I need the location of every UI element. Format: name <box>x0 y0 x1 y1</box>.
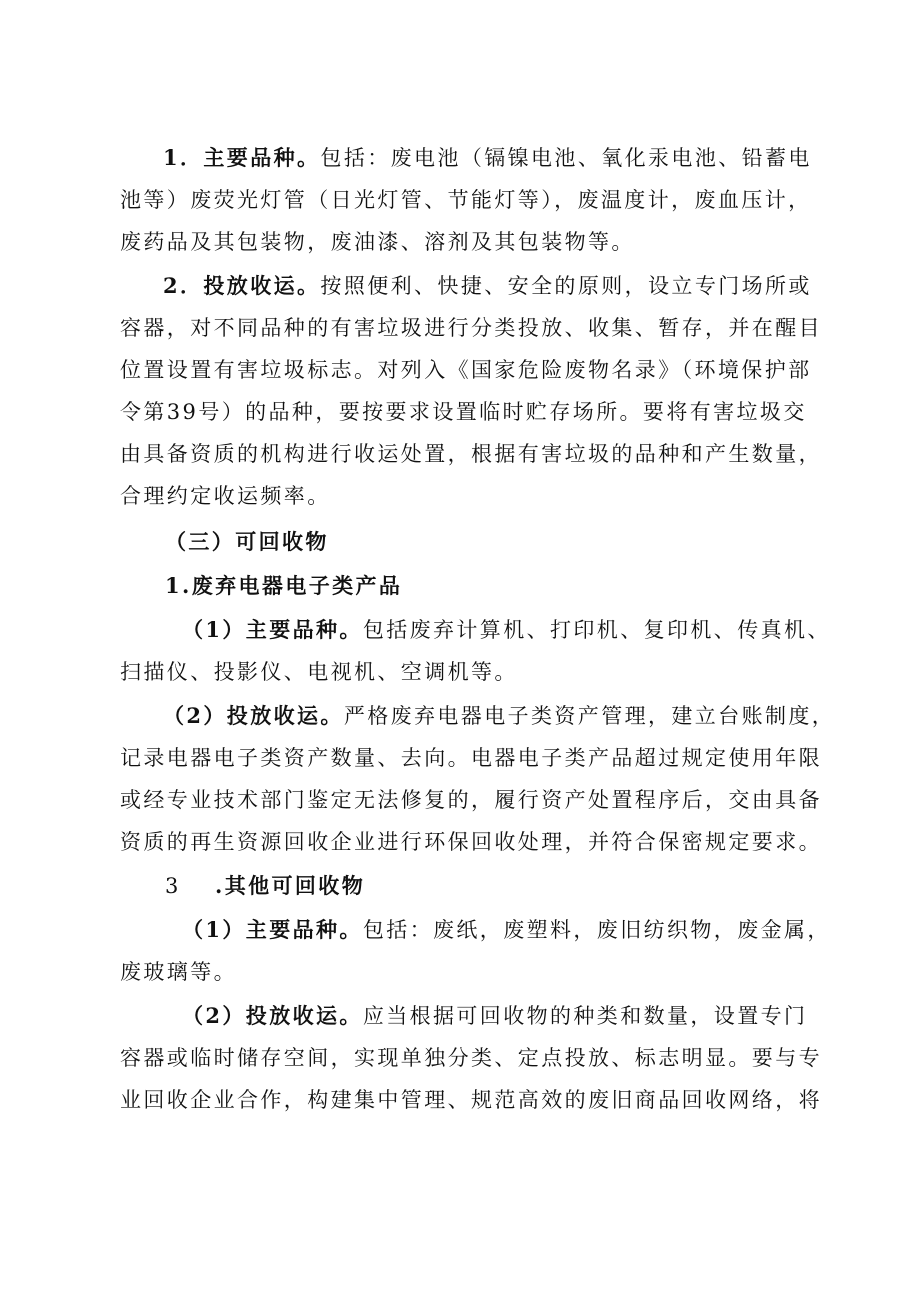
subsection-title-text: .其他可回收物 <box>215 873 366 898</box>
paragraph-line: 由具备资质的机构进行收运处置，根据有害垃圾的品种和产生数量， <box>120 442 822 466</box>
paragraph-line <box>182 914 882 946</box>
item-label: （2）投放收运。 <box>182 1003 363 1028</box>
item-label: （1）主要品种。 <box>182 917 363 942</box>
item-label: 1．主要品种。 <box>163 145 321 170</box>
subsection-number: 3 <box>165 874 181 898</box>
item-label: （1）主要品种。 <box>182 617 363 642</box>
paragraph-line: 池等）废荧光灯管（日光灯管、节能灯等），废温度计，废血压计， <box>120 188 812 212</box>
paragraph-line <box>163 700 863 732</box>
paragraph-line: 合理约定收运频率。 <box>120 484 331 508</box>
paragraph-line <box>182 614 882 646</box>
paragraph-line: 或经专业技术部门鉴定无法修复的，履行资产处置程序后，交由具备 <box>120 788 822 812</box>
paragraph-text: 包括：废电池（镉镍电池、氧化汞电池、铅蓄电 <box>320 146 812 170</box>
paragraph-line: 记录电器电子类资产数量、去向。电器电子类产品超过规定使用年限 <box>120 746 822 770</box>
paragraph-line: 容器或临时储存空间，实现单独分类、定点投放、标志明显。要与专 <box>120 1046 822 1070</box>
paragraph-line: 废药品及其包装物，废油漆、溶剂及其包装物等。 <box>120 230 635 254</box>
paragraph-line: 废玻璃等。 <box>120 960 237 984</box>
paragraph-line <box>163 270 863 302</box>
paragraph-line: 扫描仪、投影仪、电视机、空调机等。 <box>120 660 518 684</box>
subsection-title: 1.废弃电器电子类产品 <box>165 573 403 598</box>
paragraph-text: 严格废弃电器电子类资产管理，建立台账制度， <box>343 704 836 728</box>
item-label: 2．投放收运。 <box>163 273 321 298</box>
paragraph-text: 包括废弃计算机、打印机、复印机、传真机、 <box>362 618 831 642</box>
paragraph-line: 位置设置有害垃圾标志。对列入《国家危险废物名录》（环境保护部 <box>120 358 812 382</box>
paragraph-line: 容器，对不同品种的有害垃圾进行分类投放、收集、暂存，并在醒目 <box>120 316 822 340</box>
paragraph-line: 业回收企业合作，构建集中管理、规范高效的废旧商品回收网络，将 <box>120 1088 822 1112</box>
paragraph-line <box>182 1000 882 1032</box>
paragraph-text: 包括：废纸，废塑料，废旧纺织物，废金属， <box>362 918 831 942</box>
paragraph-line <box>163 142 863 174</box>
section-heading: （三）可回收物 <box>165 529 329 554</box>
paragraph-line: 资质的再生资源回收企业进行环保回收处理，并符合保密规定要求。 <box>120 830 822 854</box>
item-label: （2）投放收运。 <box>163 703 344 728</box>
paragraph-text: 应当根据可回收物的种类和数量，设置专门 <box>362 1004 808 1028</box>
subsection-title <box>165 870 865 902</box>
paragraph-line: 令第39号）的品种，要按要求设置临时贮存场所。要将有害垃圾交 <box>120 400 807 424</box>
paragraph-text: 按照便利、快捷、安全的原则，设立专门场所或 <box>320 274 812 298</box>
